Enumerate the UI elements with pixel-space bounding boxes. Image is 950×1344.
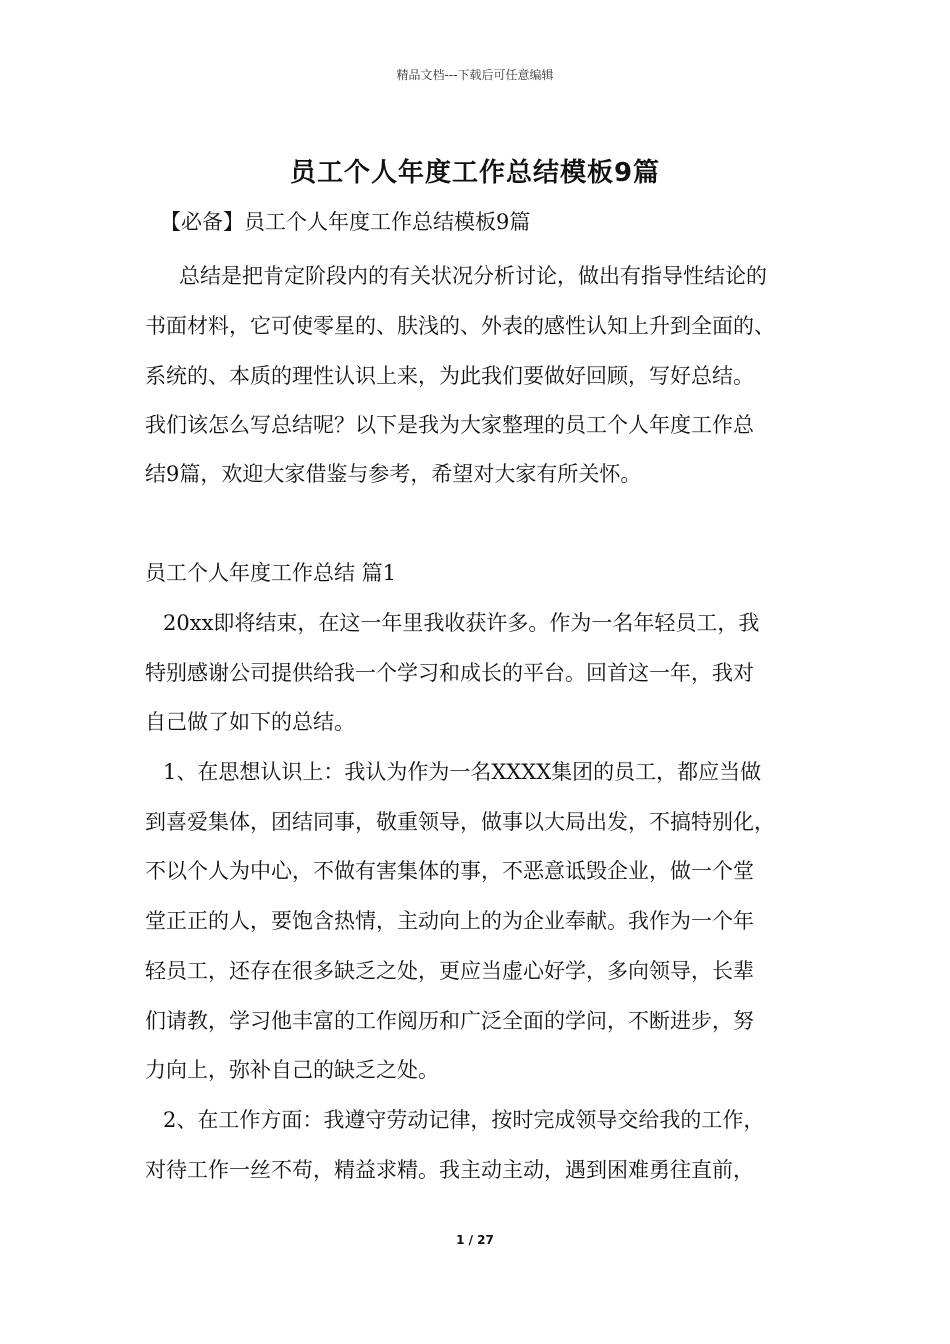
- paragraph-line: 们请教，学习他丰富的工作阅历和广泛全面的学问，不断进步，努: [145, 1009, 754, 1033]
- subtitle-line: 【必备】员工个人年度工作总结模板9篇: [160, 210, 531, 234]
- paragraph-line: 轻员工，还存在很多缺乏之处，更应当虚心好学，多向领导，长辈: [145, 959, 754, 983]
- paragraph-line: 自己做了如下的总结。: [145, 710, 355, 734]
- paragraph-line: 不以个人为中心，不做有害集体的事，不恶意诋毁企业，做一个堂: [145, 859, 754, 883]
- document-title: 员工个人年度工作总结模板9篇: [289, 158, 661, 188]
- paragraph-line: 1、在思想认识上：我认为作为一名XXXX集团的员工，都应当做: [163, 760, 762, 784]
- paragraph-line: 特别感谢公司提供给我一个学习和成长的平台。回首这一年，我对: [145, 661, 754, 685]
- paragraph-line: 到喜爱集体，团结同事，敬重领导，做事以大局出发，不搞特别化，: [145, 810, 775, 834]
- section-heading: 员工个人年度工作总结 篇1: [145, 561, 397, 585]
- paragraph-line: 20xx即将结束，在这一年里我收获许多。作为一名年轻员工，我: [163, 611, 760, 635]
- paragraph-line: 总结是把肯定阶段内的有关状况分析讨论，做出有指导性结论的: [158, 264, 767, 288]
- paragraph-line: 对待工作一丝不苟，精益求精。我主动主动，遇到困难勇往直前，: [145, 1158, 754, 1182]
- paragraph-line: 堂正正的人，要饱含热情，主动向上的为企业奉献。我作为一个年: [145, 909, 754, 933]
- paragraph-line: 我们该怎么写总结呢？以下是我为大家整理的员工个人年度工作总: [145, 413, 754, 437]
- paragraph-line: 书面材料，它可使零星的、肤浅的、外表的感性认知上升到全面的、: [145, 314, 775, 338]
- paragraph-line: 结9篇，欢迎大家借鉴与参考，希望对大家有所关怀。: [145, 462, 642, 486]
- paragraph-line: 系统的、本质的理性认识上来，为此我们要做好回顾，写好总结。: [145, 364, 754, 388]
- page-indicator: 1 / 27: [456, 1233, 494, 1247]
- header-note: 精品文档---下载后可任意编辑: [396, 68, 554, 82]
- paragraph-line: 2、在工作方面：我遵守劳动记律，按时完成领导交给我的工作，: [163, 1108, 765, 1132]
- paragraph-line: 力向上，弥补自己的缺乏之处。: [145, 1058, 439, 1082]
